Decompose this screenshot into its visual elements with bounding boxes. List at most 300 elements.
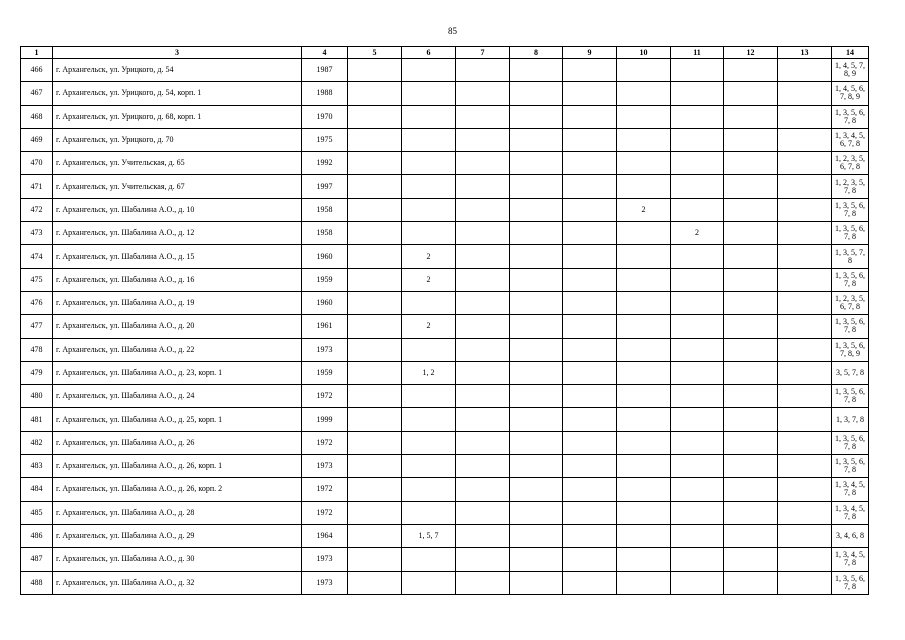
cell-c14: 3, 4, 6, 8 [832, 524, 869, 547]
cell-c5 [348, 548, 402, 571]
cell-c14: 1, 2, 3, 5, 6, 7, 8 [832, 152, 869, 175]
cell-c13 [778, 385, 832, 408]
cell-c6: 1, 5, 7 [402, 524, 456, 547]
cell-c10 [617, 128, 671, 151]
cell-no: 473 [21, 222, 53, 245]
cell-c6 [402, 59, 456, 82]
cell-no: 488 [21, 571, 53, 594]
cell-c13 [778, 175, 832, 198]
cell-c13 [778, 82, 832, 105]
cell-no: 481 [21, 408, 53, 431]
cell-c12 [724, 245, 778, 268]
cell-c13 [778, 431, 832, 454]
cell-c10 [617, 361, 671, 384]
cell-c7 [456, 385, 510, 408]
cell-c6 [402, 548, 456, 571]
cell-c6: 2 [402, 315, 456, 338]
cell-addr: г. Архангельск, ул. Шабалина А.О., д. 15 [53, 245, 302, 268]
column-header-13: 13 [778, 47, 832, 59]
cell-c6 [402, 291, 456, 314]
cell-c13 [778, 315, 832, 338]
cell-c14: 1, 3, 5, 6, 7, 8 [832, 198, 869, 221]
cell-no: 467 [21, 82, 53, 105]
cell-c8 [510, 548, 563, 571]
cell-c11 [671, 291, 724, 314]
cell-c8 [510, 385, 563, 408]
cell-c11 [671, 82, 724, 105]
column-header-14: 14 [832, 47, 869, 59]
cell-c10 [617, 408, 671, 431]
cell-year: 1972 [302, 478, 348, 501]
cell-c9 [563, 478, 617, 501]
cell-c14: 1, 3, 5, 7, 8 [832, 245, 869, 268]
cell-c5 [348, 59, 402, 82]
cell-c8 [510, 478, 563, 501]
cell-c12 [724, 548, 778, 571]
cell-c5 [348, 291, 402, 314]
cell-c12 [724, 431, 778, 454]
cell-c8 [510, 82, 563, 105]
cell-c10 [617, 455, 671, 478]
cell-year: 1973 [302, 455, 348, 478]
cell-c6 [402, 338, 456, 361]
cell-addr: г. Архангельск, ул. Урицкого, д. 54, корп. 1 [53, 82, 302, 105]
cell-c12 [724, 128, 778, 151]
header-row [21, 47, 869, 59]
cell-c13 [778, 455, 832, 478]
cell-c7 [456, 152, 510, 175]
cell-c14: 1, 3, 5, 6, 7, 8 [832, 268, 869, 291]
cell-c9 [563, 198, 617, 221]
cell-c8 [510, 571, 563, 594]
cell-c13 [778, 152, 832, 175]
cell-c11 [671, 105, 724, 128]
cell-c6 [402, 222, 456, 245]
cell-c14: 1, 2, 3, 5, 6, 7, 8 [832, 291, 869, 314]
cell-year: 1972 [302, 385, 348, 408]
cell-c5 [348, 478, 402, 501]
cell-c9 [563, 361, 617, 384]
cell-c8 [510, 222, 563, 245]
column-header-1: 1 [21, 47, 53, 59]
table-row [21, 385, 869, 408]
table-row [21, 361, 869, 384]
cell-c14: 1, 3, 5, 6, 7, 8 [832, 431, 869, 454]
cell-c10: 2 [617, 198, 671, 221]
cell-c6 [402, 198, 456, 221]
cell-c9 [563, 152, 617, 175]
table-row [21, 268, 869, 291]
cell-year: 1988 [302, 82, 348, 105]
cell-year: 1997 [302, 175, 348, 198]
cell-c8 [510, 315, 563, 338]
cell-c14: 3, 5, 7, 8 [832, 361, 869, 384]
cell-c11 [671, 548, 724, 571]
cell-c8 [510, 59, 563, 82]
cell-addr: г. Архангельск, ул. Урицкого, д. 70 [53, 128, 302, 151]
cell-c9 [563, 175, 617, 198]
cell-c8 [510, 245, 563, 268]
cell-c5 [348, 455, 402, 478]
cell-c8 [510, 128, 563, 151]
cell-c5 [348, 315, 402, 338]
table-row [21, 291, 869, 314]
cell-c11 [671, 524, 724, 547]
cell-no: 479 [21, 361, 53, 384]
cell-c14: 1, 3, 5, 6, 7, 8 [832, 315, 869, 338]
cell-year: 1960 [302, 245, 348, 268]
cell-c9 [563, 338, 617, 361]
cell-no: 468 [21, 105, 53, 128]
cell-c13 [778, 291, 832, 314]
cell-c7 [456, 524, 510, 547]
cell-c7 [456, 455, 510, 478]
cell-no: 469 [21, 128, 53, 151]
column-header-5: 5 [348, 47, 402, 59]
cell-c13 [778, 59, 832, 82]
cell-addr: г. Архангельск, ул. Шабалина А.О., д. 12 [53, 222, 302, 245]
cell-c10 [617, 268, 671, 291]
cell-c14: 1, 3, 5, 6, 7, 8, 9 [832, 338, 869, 361]
cell-year: 1975 [302, 128, 348, 151]
cell-c13 [778, 548, 832, 571]
cell-c8 [510, 455, 563, 478]
table-body [21, 59, 869, 595]
cell-c7 [456, 315, 510, 338]
cell-c5 [348, 501, 402, 524]
cell-c10 [617, 571, 671, 594]
cell-addr: г. Архангельск, ул. Шабалина А.О., д. 24 [53, 385, 302, 408]
cell-c7 [456, 408, 510, 431]
cell-c12 [724, 455, 778, 478]
cell-c11 [671, 59, 724, 82]
cell-c9 [563, 59, 617, 82]
cell-year: 1959 [302, 361, 348, 384]
cell-c8 [510, 408, 563, 431]
column-header-3: 3 [53, 47, 302, 59]
cell-c11 [671, 361, 724, 384]
cell-c8 [510, 524, 563, 547]
cell-c5 [348, 152, 402, 175]
cell-c10 [617, 315, 671, 338]
cell-addr: г. Архангельск, ул. Шабалина А.О., д. 19 [53, 291, 302, 314]
cell-no: 478 [21, 338, 53, 361]
column-header-4: 4 [302, 47, 348, 59]
cell-c9 [563, 222, 617, 245]
cell-c5 [348, 245, 402, 268]
cell-c9 [563, 245, 617, 268]
cell-c13 [778, 571, 832, 594]
cell-c10 [617, 478, 671, 501]
cell-c10 [617, 501, 671, 524]
cell-c11 [671, 571, 724, 594]
cell-c8 [510, 291, 563, 314]
cell-c6 [402, 175, 456, 198]
cell-c6 [402, 385, 456, 408]
cell-c13 [778, 408, 832, 431]
cell-c10 [617, 548, 671, 571]
cell-no: 477 [21, 315, 53, 338]
cell-c10 [617, 338, 671, 361]
cell-c13 [778, 128, 832, 151]
cell-c12 [724, 198, 778, 221]
cell-c5 [348, 408, 402, 431]
table-row [21, 478, 869, 501]
cell-c11 [671, 478, 724, 501]
cell-c8 [510, 152, 563, 175]
cell-no: 475 [21, 268, 53, 291]
cell-year: 1959 [302, 268, 348, 291]
cell-year: 1958 [302, 198, 348, 221]
table-row [21, 82, 869, 105]
cell-c13 [778, 198, 832, 221]
cell-year: 1999 [302, 408, 348, 431]
cell-addr: г. Архангельск, ул. Шабалина А.О., д. 29 [53, 524, 302, 547]
cell-c11 [671, 385, 724, 408]
cell-c9 [563, 455, 617, 478]
cell-c8 [510, 431, 563, 454]
cell-c12 [724, 175, 778, 198]
column-header-6: 6 [402, 47, 456, 59]
cell-no: 466 [21, 59, 53, 82]
cell-c5 [348, 175, 402, 198]
cell-c7 [456, 338, 510, 361]
column-header-7: 7 [456, 47, 510, 59]
cell-addr: г. Архангельск, ул. Шабалина А.О., д. 26 [53, 431, 302, 454]
cell-c14: 1, 3, 5, 6, 7, 8 [832, 571, 869, 594]
cell-c10 [617, 431, 671, 454]
cell-c11 [671, 245, 724, 268]
cell-year: 1972 [302, 501, 348, 524]
cell-c11 [671, 128, 724, 151]
table-row [21, 175, 869, 198]
cell-addr: г. Архангельск, ул. Шабалина А.О., д. 22 [53, 338, 302, 361]
cell-c12 [724, 361, 778, 384]
cell-year: 1972 [302, 431, 348, 454]
cell-c5 [348, 128, 402, 151]
cell-c12 [724, 315, 778, 338]
table-row [21, 105, 869, 128]
cell-year: 1992 [302, 152, 348, 175]
cell-addr: г. Архангельск, ул. Шабалина А.О., д. 25, корп. 1 [53, 408, 302, 431]
cell-c11 [671, 431, 724, 454]
cell-no: 487 [21, 548, 53, 571]
cell-c8 [510, 175, 563, 198]
cell-c6 [402, 105, 456, 128]
housing-table [20, 46, 869, 595]
table-row [21, 128, 869, 151]
column-header-9: 9 [563, 47, 617, 59]
cell-c5 [348, 361, 402, 384]
cell-c14: 1, 3, 5, 6, 7, 8 [832, 455, 869, 478]
cell-c9 [563, 524, 617, 547]
cell-c9 [563, 291, 617, 314]
table-row [21, 245, 869, 268]
cell-c13 [778, 268, 832, 291]
cell-c14: 1, 3, 5, 6, 7, 8 [832, 105, 869, 128]
cell-c10 [617, 245, 671, 268]
cell-c8 [510, 361, 563, 384]
cell-c8 [510, 105, 563, 128]
cell-c5 [348, 268, 402, 291]
cell-c7 [456, 291, 510, 314]
cell-c6: 2 [402, 268, 456, 291]
cell-c7 [456, 431, 510, 454]
cell-c8 [510, 268, 563, 291]
cell-c13 [778, 524, 832, 547]
cell-c14: 1, 3, 5, 6, 7, 8 [832, 385, 869, 408]
cell-c9 [563, 571, 617, 594]
cell-c12 [724, 268, 778, 291]
cell-c6 [402, 571, 456, 594]
cell-c10 [617, 175, 671, 198]
cell-c7 [456, 501, 510, 524]
cell-c9 [563, 105, 617, 128]
cell-c6 [402, 455, 456, 478]
cell-addr: г. Архангельск, ул. Шабалина А.О., д. 26, корп. 2 [53, 478, 302, 501]
cell-c9 [563, 315, 617, 338]
cell-c5 [348, 524, 402, 547]
cell-c10 [617, 222, 671, 245]
cell-c11 [671, 175, 724, 198]
cell-c6 [402, 431, 456, 454]
cell-year: 1973 [302, 548, 348, 571]
cell-c12 [724, 338, 778, 361]
column-header-10: 10 [617, 47, 671, 59]
cell-c6 [402, 82, 456, 105]
cell-c10 [617, 385, 671, 408]
cell-c6: 2 [402, 245, 456, 268]
cell-c7 [456, 268, 510, 291]
cell-c7 [456, 59, 510, 82]
cell-c10 [617, 291, 671, 314]
cell-no: 470 [21, 152, 53, 175]
cell-c13 [778, 501, 832, 524]
cell-c5 [348, 198, 402, 221]
cell-c12 [724, 222, 778, 245]
cell-addr: г. Архангельск, ул. Урицкого, д. 54 [53, 59, 302, 82]
table-row [21, 59, 869, 82]
cell-year: 1960 [302, 291, 348, 314]
table-header [21, 47, 869, 59]
cell-c14: 1, 3, 4, 5, 7, 8 [832, 501, 869, 524]
table-row [21, 152, 869, 175]
cell-no: 480 [21, 385, 53, 408]
cell-c13 [778, 338, 832, 361]
cell-c12 [724, 82, 778, 105]
cell-c11 [671, 315, 724, 338]
cell-c9 [563, 385, 617, 408]
cell-c12 [724, 408, 778, 431]
cell-no: 471 [21, 175, 53, 198]
cell-c14: 1, 4, 5, 7, 8, 9 [832, 59, 869, 82]
cell-c13 [778, 245, 832, 268]
cell-c11 [671, 152, 724, 175]
column-header-11: 11 [671, 47, 724, 59]
table-row [21, 315, 869, 338]
cell-c12 [724, 152, 778, 175]
cell-no: 485 [21, 501, 53, 524]
cell-c10 [617, 105, 671, 128]
cell-c11 [671, 455, 724, 478]
cell-c12 [724, 105, 778, 128]
cell-year: 1958 [302, 222, 348, 245]
table-row [21, 431, 869, 454]
cell-c12 [724, 501, 778, 524]
cell-year: 1961 [302, 315, 348, 338]
cell-no: 483 [21, 455, 53, 478]
cell-c10 [617, 82, 671, 105]
cell-c11 [671, 501, 724, 524]
cell-c6 [402, 501, 456, 524]
cell-c10 [617, 59, 671, 82]
cell-no: 476 [21, 291, 53, 314]
cell-c5 [348, 571, 402, 594]
cell-c5 [348, 338, 402, 361]
cell-c13 [778, 478, 832, 501]
cell-c7 [456, 571, 510, 594]
table-row [21, 548, 869, 571]
cell-c7 [456, 105, 510, 128]
cell-c11: 2 [671, 222, 724, 245]
cell-c6: 1, 2 [402, 361, 456, 384]
cell-c8 [510, 338, 563, 361]
cell-c7 [456, 478, 510, 501]
cell-year: 1987 [302, 59, 348, 82]
cell-year: 1970 [302, 105, 348, 128]
cell-c7 [456, 198, 510, 221]
cell-addr: г. Архангельск, ул. Шабалина А.О., д. 10 [53, 198, 302, 221]
cell-c11 [671, 338, 724, 361]
cell-c9 [563, 82, 617, 105]
cell-addr: г. Архангельск, ул. Шабалина А.О., д. 30 [53, 548, 302, 571]
table-row [21, 524, 869, 547]
cell-c9 [563, 548, 617, 571]
table-row [21, 338, 869, 361]
cell-c9 [563, 408, 617, 431]
cell-c9 [563, 431, 617, 454]
cell-c13 [778, 361, 832, 384]
cell-c7 [456, 175, 510, 198]
cell-addr: г. Архангельск, ул. Учительская, д. 65 [53, 152, 302, 175]
cell-addr: г. Архангельск, ул. Учительская, д. 67 [53, 175, 302, 198]
cell-c5 [348, 385, 402, 408]
cell-c14: 1, 2, 3, 5, 7, 8 [832, 175, 869, 198]
cell-c12 [724, 478, 778, 501]
cell-c13 [778, 222, 832, 245]
table-row [21, 408, 869, 431]
cell-c10 [617, 152, 671, 175]
cell-c7 [456, 128, 510, 151]
cell-year: 1973 [302, 338, 348, 361]
cell-c6 [402, 152, 456, 175]
cell-c12 [724, 59, 778, 82]
cell-addr: г. Архангельск, ул. Шабалина А.О., д. 20 [53, 315, 302, 338]
cell-c13 [778, 105, 832, 128]
cell-c6 [402, 478, 456, 501]
cell-c6 [402, 408, 456, 431]
cell-no: 484 [21, 478, 53, 501]
cell-c14: 1, 4, 5, 6, 7, 8, 9 [832, 82, 869, 105]
cell-no: 474 [21, 245, 53, 268]
cell-c12 [724, 524, 778, 547]
table-row [21, 455, 869, 478]
cell-c5 [348, 105, 402, 128]
cell-c14: 1, 3, 5, 6, 7, 8 [832, 222, 869, 245]
cell-addr: г. Архангельск, ул. Шабалина А.О., д. 26, корп. 1 [53, 455, 302, 478]
table-row [21, 571, 869, 594]
cell-no: 472 [21, 198, 53, 221]
